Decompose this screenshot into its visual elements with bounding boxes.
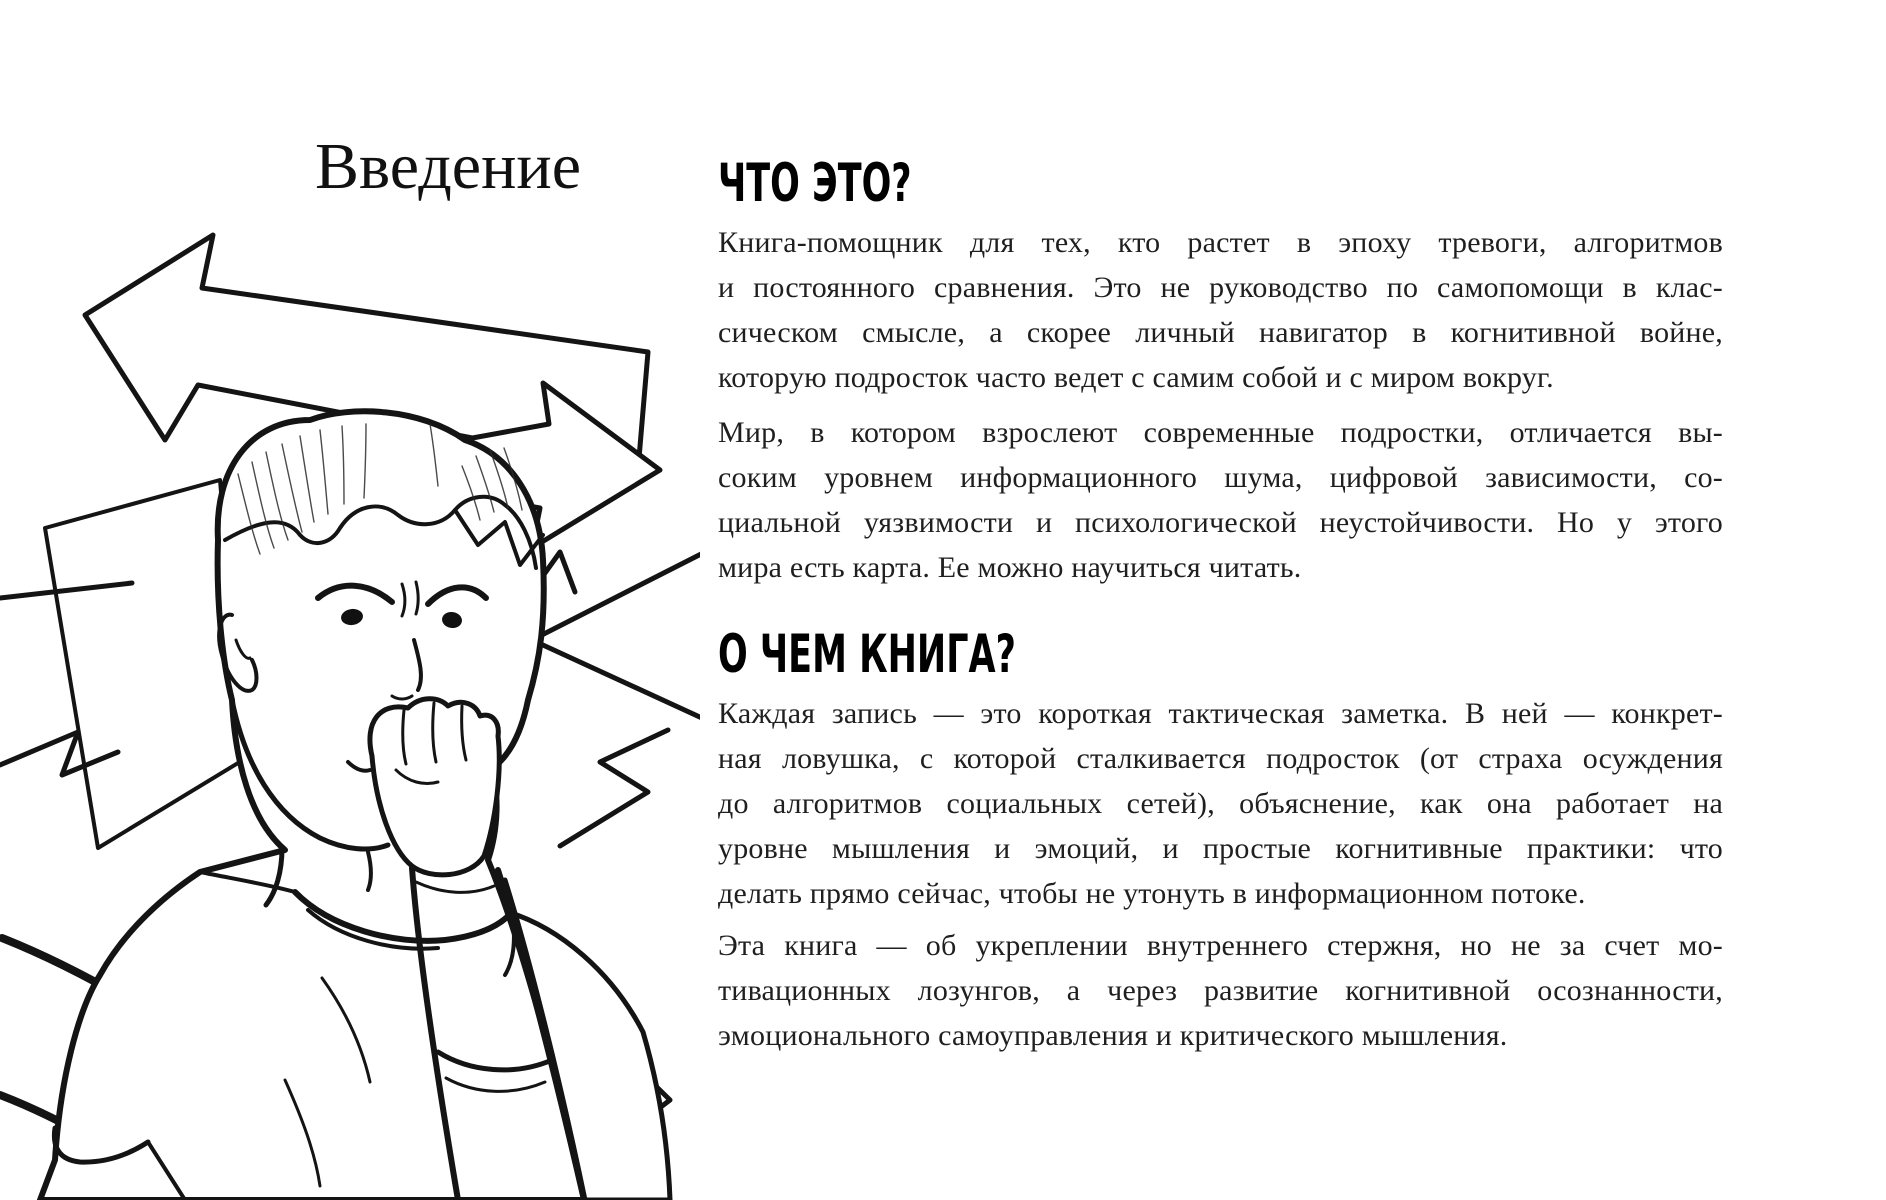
text-line: мира есть карта. Ее можно научиться читать. bbox=[718, 551, 1302, 584]
paragraph bbox=[718, 923, 1723, 1058]
chapter-title: Введение bbox=[314, 130, 582, 203]
text-line: уровне мышления и эмоций, и простые когнитивные практики: что bbox=[718, 832, 1723, 865]
section-heading: ЧТО ЭТО? bbox=[718, 153, 912, 214]
text-line: и постоянного сравнения. Это не руководство по самопомощи в клас- bbox=[718, 271, 1723, 304]
text-line: циальной уязвимости и психологической неустойчивости. Но у этого bbox=[718, 506, 1723, 539]
text-line: делать прямо сейчас, чтобы не утонуть в информационном потоке. bbox=[718, 877, 1586, 910]
tilted-panel-shape bbox=[45, 480, 243, 848]
text-line: Каждая запись — это короткая тактическая заметка. В ней — конкрет- bbox=[718, 697, 1723, 730]
text-line: эмоционального самоуправления и критического мышления. bbox=[718, 1019, 1508, 1052]
text-line: до алгоритмов социальных сетей), объяснение, как она работает на bbox=[718, 787, 1723, 820]
section-heading: О ЧЕМ КНИГА? bbox=[718, 624, 1016, 685]
text-line: сическом смысле, а скорее личный навигатор в когнитивной войне, bbox=[718, 316, 1723, 349]
zigzag-arrow-icon bbox=[532, 552, 700, 846]
text-line: Эта книга — об укреплении внутреннего стержня, но не за счет мо- bbox=[718, 929, 1723, 962]
text-line: тивационных лозунгов, а через развитие когнитивной осознанности, bbox=[718, 974, 1723, 1007]
text-line: Книга-помощник для тех, кто растет в эпоху тревоги, алгоритмов bbox=[718, 226, 1723, 259]
text-line: ная ловушка, с которой сталкивается подросток (от страха осуждения bbox=[718, 742, 1723, 775]
paragraph bbox=[718, 220, 1723, 400]
text-line: соким уровнем информационного шума, цифровой зависимости, со- bbox=[718, 461, 1723, 494]
text-line: которую подросток часто ведет с самим собой и с миром вокруг. bbox=[718, 361, 1554, 394]
paragraph bbox=[718, 691, 1723, 916]
thinking-teen-illustration bbox=[0, 190, 700, 1200]
paragraph bbox=[718, 410, 1723, 590]
text-line: Мир, в котором взрослеют современные подростки, отличается вы- bbox=[718, 416, 1723, 449]
